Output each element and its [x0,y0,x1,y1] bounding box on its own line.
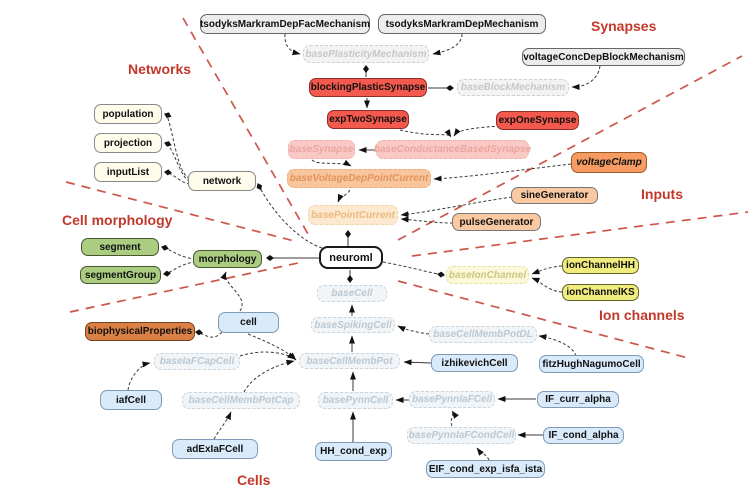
node-pulseGenerator: pulseGenerator [452,213,541,231]
node-baseSynapse: baseSynapse [288,140,355,159]
node-iafCell: iafCell [100,390,162,410]
node-baseBlockMechanism: baseBlockMechanism [457,79,569,96]
node-izhikevichCell: izhikevichCell [431,354,518,372]
node-baseIaFCapCell: baseIaFCapCell [154,353,240,370]
region-label-networks: Networks [128,61,192,77]
node-baseVoltageDepPointCurrent: baseVoltageDepPointCurrent [287,169,431,188]
node-baseConductanceBasedSynapse: baseConductanceBasedSynapse [376,140,529,159]
node-voltageClamp: voltageClamp [571,152,647,173]
node-expTwoSynapse: expTwoSynapse [327,110,409,129]
node-sineGenerator: sineGenerator [511,187,598,204]
node-voltageConcDepBlockMechanism: voltageConcDepBlockMechanism [522,48,685,66]
region-label-cells: Cells [237,472,271,488]
node-baseCellMembPotDL: baseCellMembPotDL [429,326,537,343]
node-baseCell: baseCell [317,285,387,302]
node-inputList: inputList [94,162,162,182]
node-biophysicalProperties: biophysicalProperties [85,322,195,341]
node-population: population [94,104,162,124]
node-expOneSynapse: expOneSynapse [496,111,579,130]
node-adExIaFCell: adExIaFCell [172,439,258,459]
node-basePynnCell: basePynnCell [318,392,393,409]
region-label-inputs: Inputs [641,186,683,202]
node-IF_cond_alpha: IF_cond_alpha [543,427,624,444]
node-baseCellMembPot: baseCellMembPot [299,353,400,369]
region-label-ion-channels: Ion channels [599,307,685,323]
node-ionChannelHH: ionChannelHH [562,257,639,274]
node-fitzHughNagumoCell: fitzHughNagumoCell [539,355,644,373]
node-IF_curr_alpha: IF_curr_alpha [537,391,619,408]
node-tsodyksMarkramDepFacMechanism: tsodyksMarkramDepFacMechanism [200,14,370,34]
node-baseCellMembPotCap: baseCellMembPotCap [182,392,300,409]
node-tsodyksMarkramDepMechanism: tsodyksMarkramDepMechanism [378,14,546,34]
node-ionChannelKS: ionChannelKS [562,284,639,301]
node-baseSpikingCell: baseSpikingCell [311,317,395,333]
node-basePynnIaFCell: basePynnIaFCell [409,391,495,408]
region-label-cell-morphology: Cell morphology [62,212,173,228]
node-basePointCurrent: basePointCurrent [308,205,398,225]
node-network: network [188,171,256,191]
node-cell: cell [218,312,279,333]
node-segment: segment [81,238,159,256]
node-segmentGroup: segmentGroup [80,266,161,284]
node-blockingPlasticSynapse: blockingPlasticSynapse [309,78,427,97]
node-neuroml: neuroml [319,246,383,269]
node-HH_cond_exp: HH_cond_exp [315,442,392,461]
node-baseIonChannel: baseIonChannel [446,266,529,284]
region-label-synapses: Synapses [591,18,657,34]
node-morphology: morphology [193,250,262,268]
node-EIF_cond_exp_isfa_ista: EIF_cond_exp_isfa_ista [426,460,545,478]
node-basePlasticityMechanism: basePlasticityMechanism [303,45,429,63]
node-basePynnIaFCondCell: basePynnIaFCondCell [407,427,516,444]
node-projection: projection [94,133,162,153]
containment-edges [162,66,453,337]
